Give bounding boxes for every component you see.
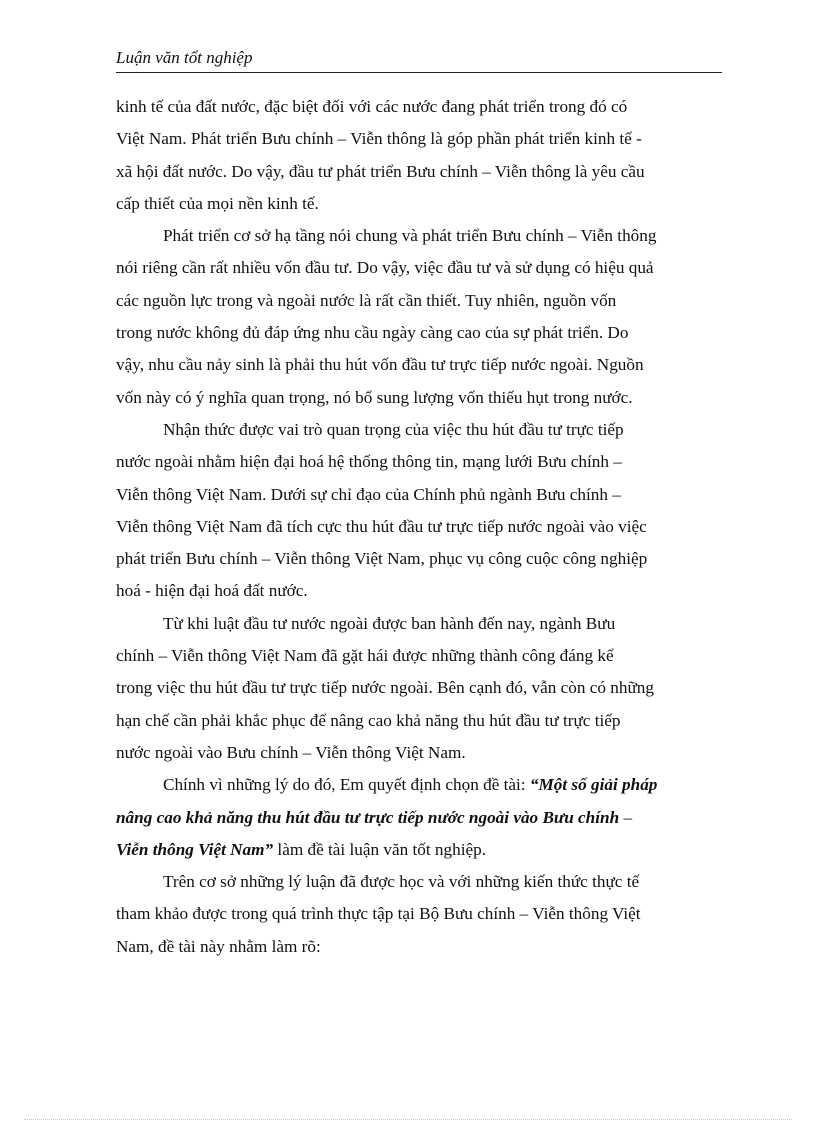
text-line: phát triển Bưu chính – Viễn thông Việt Nam, phục vụ công cuộc công nghiệp [116, 549, 648, 569]
text-line: vốn này có ý nghĩa quan trọng, nó bổ sung lượng vốn thiếu hụt trong nước. [116, 387, 633, 407]
thesis-title-part-3: Viễn thông Việt Nam” [116, 839, 274, 859]
text-line: Nhận thức được vai trò quan trọng của việc thu hút đầu tư trực tiếp [163, 419, 624, 439]
text-line: chính – Viễn thông Việt Nam đã gặt hái được những thành công đáng kể [116, 646, 614, 666]
footer-divider [24, 1119, 792, 1120]
page-header [116, 48, 722, 73]
text-line: Việt Nam. Phát triển Bưu chính – Viễn thông là góp phần phát triển kinh tế - [116, 129, 642, 149]
paragraph-6 [116, 866, 722, 963]
paragraph-3 [116, 414, 722, 608]
topic-dash: – [619, 807, 633, 827]
header-title: Luận văn tốt nghiệp [116, 48, 253, 67]
text-line: Nam, đề tài này nhằm làm rõ: [116, 936, 321, 956]
text-line: Phát triển cơ sở hạ tầng nói chung và phát triển Bưu chính – Viễn thông [163, 226, 657, 246]
text-line: nước ngoài vào Bưu chính – Viễn thông Việt Nam. [116, 742, 466, 762]
text-line: trong việc thu hút đầu tư trực tiếp nước ngoài. Bên cạnh đó, vẫn còn có những [116, 678, 654, 698]
topic-intro: Chính vì những lý do đó, Em quyết định chọn đề tài: [163, 775, 530, 795]
paragraph-1 [116, 91, 722, 220]
paragraph-4 [116, 608, 722, 769]
text-line: Viễn thông Việt Nam đã tích cực thu hút đầu tư trực tiếp nước ngoài vào việc [116, 516, 647, 536]
text-line: nước ngoài nhằm hiện đại hoá hệ thống thông tin, mạng lưới Bưu chính – [116, 452, 622, 472]
text-line: trong nước không đủ đáp ứng nhu cầu ngày càng cao của sự phát triển. Do [116, 323, 629, 343]
text-line: Trên cơ sở những lý luận đã được học và với những kiến thức thực tế [163, 872, 640, 892]
paragraph-5-thesis-topic [116, 769, 722, 866]
text-line: kinh tế của đất nước, đặc biệt đối với các nước đang phát triển trong đó có [116, 97, 628, 116]
text-line: nói riêng cần rất nhiều vốn đầu tư. Do vậy, việc đầu tư và sử dụng có hiệu quả [116, 258, 654, 278]
text-line: tham khảo được trong quá trình thực tập tại Bộ Bưu chính – Viễn thông Việt [116, 904, 641, 924]
thesis-title-part-2: nâng cao khả năng thu hút đầu tư trực tiếp nước ngoài vào Bưu chính [116, 807, 620, 827]
text-line: xã hội đất nước. Do vậy, đầu tư phát triển Bưu chính – Viễn thông là yêu cầu [116, 161, 645, 181]
topic-outro: làm đề tài luận văn tốt nghiệp. [273, 839, 487, 859]
text-line: cấp thiết của mọi nền kinh tế. [116, 193, 319, 213]
text-line: hoá - hiện đại hoá đất nước. [116, 581, 308, 601]
thesis-title-part-1: “Một số giải pháp [529, 775, 658, 795]
text-line: vậy, nhu cầu nảy sinh là phải thu hút vốn đầu tư trực tiếp nước ngoài. Nguồn [116, 355, 644, 375]
paragraph-2 [116, 220, 722, 414]
text-line: các nguồn lực trong và ngoài nước là rất cần thiết. Tuy nhiên, nguồn vốn [116, 290, 617, 310]
text-line: hạn chế cần phải khắc phục để nâng cao khả năng thu hút đầu tư trực tiếp [116, 710, 621, 730]
document-body [116, 91, 722, 963]
text-line: Từ khi luật đầu tư nước ngoài được ban hành đến nay, ngành Bưu [163, 613, 616, 633]
text-line: Viễn thông Việt Nam. Dưới sự chỉ đạo của Chính phủ ngành Bưu chính – [116, 484, 621, 504]
